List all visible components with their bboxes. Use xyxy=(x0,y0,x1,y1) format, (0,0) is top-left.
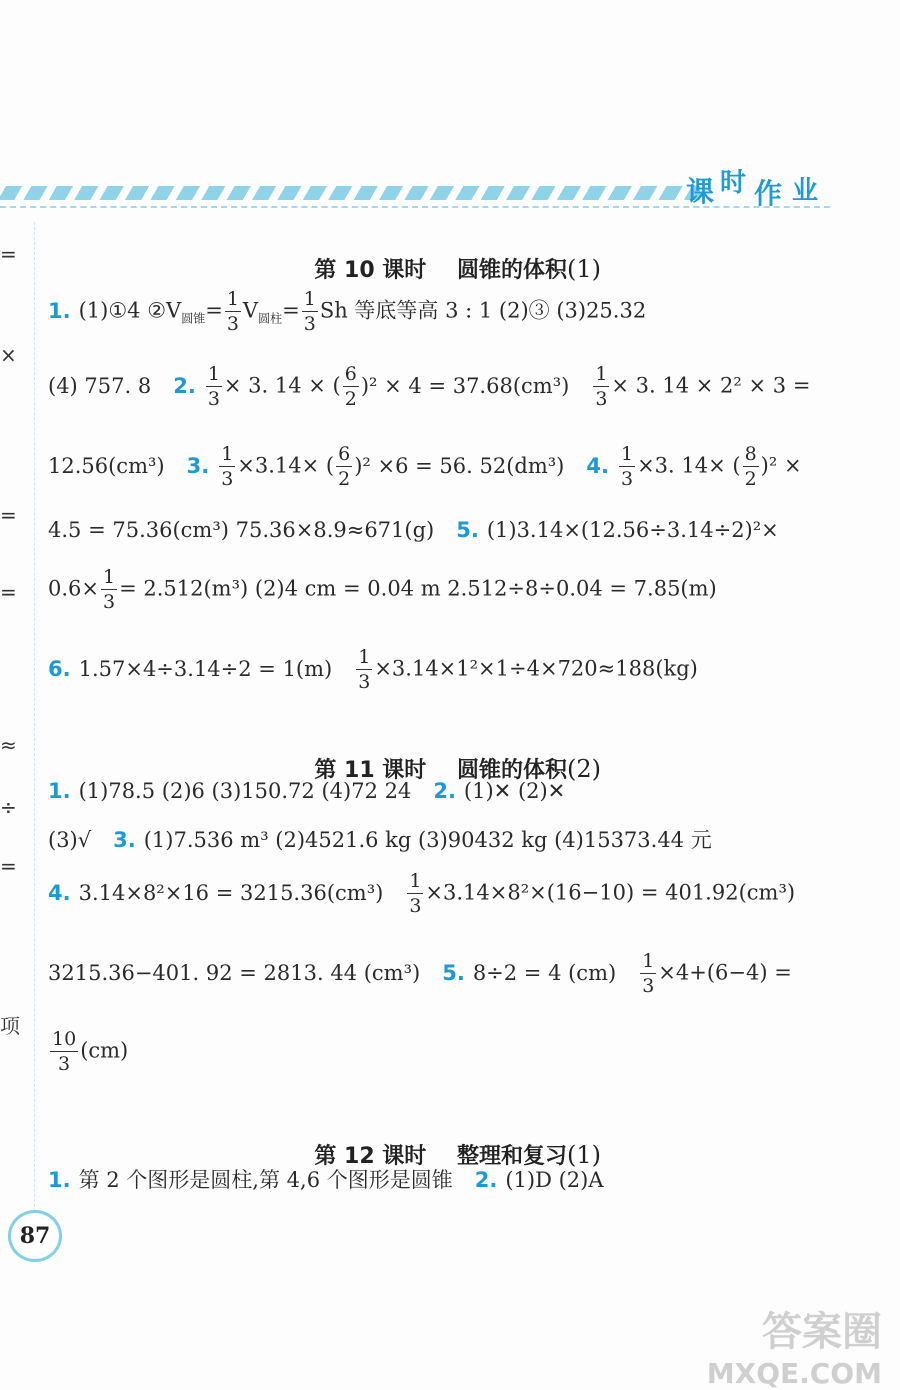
brand-char: 课 xyxy=(686,175,715,208)
edge-mark: = xyxy=(0,503,17,527)
fraction xyxy=(640,952,656,996)
fraction xyxy=(356,648,372,692)
edge-mark: = xyxy=(0,242,17,266)
numerator: 1 xyxy=(207,363,220,385)
numerator: 1 xyxy=(221,443,234,465)
question-number: 3. xyxy=(113,828,136,852)
fraction xyxy=(743,445,759,489)
answer-text: (1)①4 ②V xyxy=(78,298,182,323)
watermark-top: 答案圈 xyxy=(762,1309,882,1355)
answer-text: (4) 757. 8 xyxy=(48,373,152,398)
question-number: 6. xyxy=(48,656,71,681)
answer-text: ×3.14×8²×(16−10) = 401.92(cm³) xyxy=(425,880,796,905)
answer-line xyxy=(48,1164,604,1194)
answer-text: = xyxy=(205,298,223,323)
question-number: 4. xyxy=(586,453,609,478)
answer-text: 1.57×4÷3.14÷2 = 1(m) xyxy=(78,656,333,681)
denominator: 2 xyxy=(338,468,351,490)
question-number: 2. xyxy=(173,373,196,398)
brand-char: 时 xyxy=(720,168,747,198)
answer-text: V xyxy=(242,298,259,323)
section-title xyxy=(0,1114,900,1170)
question-number: 5. xyxy=(442,960,465,985)
denominator: 3 xyxy=(303,313,316,335)
fraction xyxy=(225,290,241,334)
numerator: 1 xyxy=(303,288,316,310)
answer-text: (1)3.14×(12.56÷3.14÷2)²× xyxy=(486,518,779,542)
numerator: 1 xyxy=(103,566,116,588)
answer-text: × 3. 14 × 2² × 3 = xyxy=(611,373,811,398)
section-title-text: 第 10 课时 圆锥的体积 xyxy=(314,258,567,283)
denominator: 3 xyxy=(221,468,234,490)
answer-line xyxy=(48,824,712,854)
answer-text: )² ×6 = 56. 52(dm³) xyxy=(354,453,565,478)
numerator: 1 xyxy=(409,870,422,892)
denominator: 3 xyxy=(409,895,422,917)
denominator: 3 xyxy=(642,975,655,997)
answer-text: 12.56(cm³) xyxy=(48,453,165,478)
fraction xyxy=(407,872,423,916)
numerator: 1 xyxy=(358,646,371,668)
subscript: 圆柱 xyxy=(258,311,283,326)
fraction xyxy=(302,290,318,334)
answer-text: (3)√ xyxy=(48,828,92,852)
denominator: 3 xyxy=(207,388,220,410)
answer-text: = xyxy=(282,298,300,323)
fraction xyxy=(619,445,635,489)
answer-text: ×3.14× ( xyxy=(237,453,335,478)
answer-line xyxy=(48,872,795,916)
edge-mark: 项 xyxy=(0,1014,20,1038)
section-title-paren: (1) xyxy=(566,255,601,283)
denominator: 3 xyxy=(58,1053,71,1075)
answer-text: ×3.14×1²×1÷4×720≈188(kg) xyxy=(374,656,698,681)
question-number: 1. xyxy=(48,779,71,803)
answer-text: 3.14×8²×16 = 3215.36(cm³) xyxy=(78,880,384,905)
edge-mark: = xyxy=(0,854,17,878)
denominator: 3 xyxy=(226,313,239,335)
answer-line xyxy=(48,290,646,334)
answer-text: 第 2 个图形是圆柱,第 4,6 个图形是圆锥 xyxy=(78,1168,453,1192)
page-number: 87 xyxy=(8,1210,62,1262)
edge-mark: × xyxy=(0,343,17,367)
question-number: 1. xyxy=(48,298,71,323)
subscript: 圆锥 xyxy=(181,311,206,326)
answer-line xyxy=(48,648,698,692)
numerator: 8 xyxy=(744,443,757,465)
section-title-paren: (2) xyxy=(566,755,601,783)
section-title-text: 第 11 课时 圆锥的体积 xyxy=(314,758,567,783)
fraction xyxy=(50,1030,78,1074)
question-number: 4. xyxy=(48,880,71,905)
answer-line xyxy=(48,518,779,542)
answer-line xyxy=(48,779,565,803)
numerator: 6 xyxy=(338,443,351,465)
fraction xyxy=(343,365,359,409)
question-number: 1. xyxy=(48,1168,71,1192)
answer-text: × 3. 14 × ( xyxy=(223,373,341,398)
answer-text: )² × xyxy=(760,453,802,478)
denominator: 3 xyxy=(358,671,371,693)
answer-line xyxy=(48,568,717,612)
answer-text: (1)✕ (2)✕ xyxy=(463,779,566,803)
header-stripe xyxy=(0,186,700,200)
fraction xyxy=(593,365,609,409)
answer-text: (1)78.5 (2)6 (3)150.72 (4)72 24 xyxy=(78,779,412,803)
answer-text: = 2.512(m³) (2)4 cm = 0.04 m 2.512÷8÷0.04 = 7.85(m) xyxy=(119,576,717,601)
answer-line xyxy=(48,952,792,996)
answer-line xyxy=(48,1030,128,1074)
numerator: 10 xyxy=(52,1028,77,1050)
fraction xyxy=(219,445,235,489)
numerator: 1 xyxy=(595,363,608,385)
answer-line xyxy=(48,365,810,409)
section-title-text: 第 12 课时 整理和复习 xyxy=(314,1144,567,1169)
answer-text: Sh 等底等高 3 : 1 (2)③ (3)25.32 xyxy=(319,298,647,323)
numerator: 1 xyxy=(642,950,655,972)
answer-text: 0.6× xyxy=(48,576,99,601)
answer-text: )² × 4 = 37.68(cm³) xyxy=(360,373,570,398)
numerator: 1 xyxy=(226,288,239,310)
denominator: 3 xyxy=(103,591,116,613)
question-number: 2. xyxy=(433,779,456,803)
numerator: 6 xyxy=(344,363,357,385)
question-number: 3. xyxy=(186,453,210,478)
question-number: 5. xyxy=(456,518,479,542)
edge-mark: = xyxy=(0,580,17,604)
question-number: 2. xyxy=(474,1168,498,1192)
answer-text: 3215.36−401. 92 = 2813. 44 (cm³) xyxy=(48,960,421,985)
answer-text: (1)7.536 m³ (2)4521.6 kg (3)90432 kg (4)15373.44 元 xyxy=(143,828,712,852)
answer-text: ×4+(6−4) = xyxy=(658,960,792,985)
answer-line xyxy=(48,445,802,489)
watermark-bottom: MXQE.COM xyxy=(706,1357,882,1390)
answer-text: 4.5 = 75.36(cm³) 75.36×8.9≈671(g) xyxy=(48,518,435,542)
section-title xyxy=(0,228,900,284)
section-title-paren: (1) xyxy=(566,1141,601,1169)
brand-logo xyxy=(680,160,830,210)
fraction xyxy=(101,568,117,612)
fraction xyxy=(206,365,222,409)
numerator: 1 xyxy=(620,443,634,465)
brand-char: 作 xyxy=(754,177,783,210)
answer-text: (cm) xyxy=(80,1038,129,1063)
denominator: 2 xyxy=(744,468,757,490)
answer-text: ×3. 14× ( xyxy=(637,453,741,478)
denominator: 2 xyxy=(344,388,357,410)
fraction xyxy=(336,445,352,489)
answer-text: (1)D (2)A xyxy=(505,1168,604,1192)
watermark-logo xyxy=(707,1300,882,1390)
brand-char: 业 xyxy=(792,176,819,206)
denominator: 3 xyxy=(595,388,608,410)
edge-mark: ÷ xyxy=(0,795,17,819)
edge-mark: ≈ xyxy=(0,733,17,757)
section-title xyxy=(0,728,900,784)
denominator: 3 xyxy=(620,468,634,490)
answer-text: 8÷2 = 4 (cm) xyxy=(472,960,617,985)
